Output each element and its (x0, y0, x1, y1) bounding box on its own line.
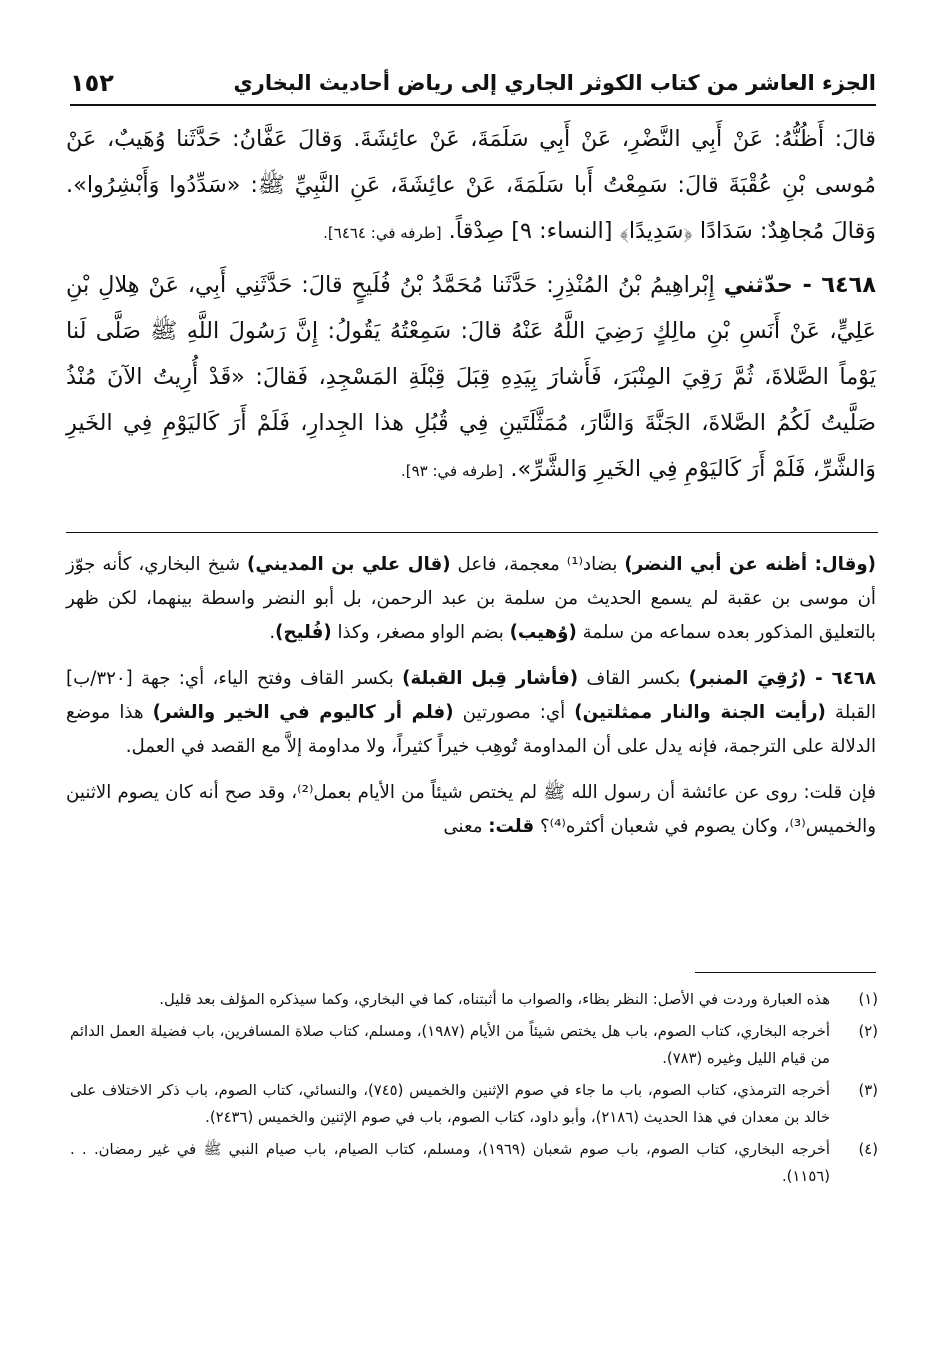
commentary-quoted-phrase: (فأشار قِبل القبلة) (402, 668, 579, 689)
hadith-text (66, 116, 876, 500)
commentary-text: معجمة، فاعل (450, 554, 567, 575)
commentary-text: . (269, 622, 276, 643)
commentary-quoted-phrase: قلت: (488, 816, 535, 837)
hadith-paragraph (66, 262, 876, 494)
commentary-text: ، وكان يصوم في شعبان أكثره (565, 816, 790, 837)
commentary-text: بكسر القاف وفتح الياء، أي: جهة [٣٢٠/ب] القبلة (66, 668, 876, 723)
commentary-text: بكسر القاف (578, 668, 689, 689)
commentary-paragraph (66, 548, 876, 650)
footnote-divider (695, 972, 876, 973)
footnote-text: أخرجه البخاري، كتاب الصوم، باب صوم شعبان (١٩٦٩)، ومسلم، كتاب الصيام، باب صيام النبي ﷺ في غير رمضان. . . (١١٥٦). (70, 1141, 830, 1185)
hadith-paragraph (66, 116, 876, 256)
footnotes (70, 986, 878, 1195)
commentary-text: بضاد (582, 554, 625, 575)
commentary-text: معنى (443, 816, 489, 837)
footnote-number: (٤) (858, 1141, 878, 1158)
cross-reference: [طرفه في: ٦٤٦٤]. (323, 224, 442, 242)
footnote (70, 1018, 878, 1072)
footnote (70, 1077, 878, 1131)
cross-reference: [طرفه في: ٩٣]. (400, 462, 504, 480)
commentary (66, 548, 876, 856)
commentary-text: هذا موضع الدلالة على الترجمة، فإنه يدل على أن المداومة تُوهِب خيراً كثيراً، ولا مداومة إلاَّ مع القصد في العمل. (66, 702, 876, 757)
commentary-quoted-phrase: (قال علي بن المديني) (247, 554, 451, 575)
commentary-paragraph (66, 776, 876, 844)
footnote (70, 1136, 878, 1190)
commentary-text: فإن قلت: روى عن عائشة أن رسول الله ﷺ لم يختص شيئاً من الأيام بعمل (313, 782, 876, 803)
footnote-number: (٢) (858, 1023, 878, 1040)
commentary-text: ⁽¹⁾ (566, 554, 583, 575)
commentary-text: بضم الواو مصغر، وكذا (331, 622, 510, 643)
footnote-number: (٣) (858, 1082, 878, 1099)
commentary-paragraph (66, 662, 876, 764)
hadith-text-body: إِبْراهِيمُ بْنُ المُنْذِرِ: حَدَّثَنا مُحَمَّدُ بْنُ فُلَيحٍ قالَ: حَدَّثَنِي أَبِي، عَنْ هِلالِ بْنِ عَلِيٍّ، عَنْ أَنَسِ بْنِ مالِكٍ رَضِيَ اللَّهُ عَنْهُ قالَ: سَمِعْتُهُ يَقُولُ: إِنَّ رَسُولَ اللَّهِ ﷺ صَلَّى لَنا يَوْماً الصَّلاةَ، ثُمَّ رَقِيَ المِنْبَرَ، فَأَشارَ بِيَدِهِ قِبَلَ قِبْلَةِ المَسْجِدِ، فَقالَ: «قَدْ أُرِيتُ الآنَ مُنْذُ صَلَّيتُ لَكُمُ الصَّلاةَ، الجَنَّةَ وَالنَّارَ، مُمَثَّلَتَينِ فِي قُبُلِ هذا الجِدارِ، فَلَمْ أَرَ كَاليَوْمِ فِي الخَيرِ وَالشَّرِّ، فَلَمْ أَرَ كَاليَوْمِ فِي الخَيرِ وَالشَّرِّ». (66, 272, 876, 482)
commentary-text: شيخ البخاري، كأنه جوّز أن موسى بن عقبة لم يسمع الحديث من سلمة بن عبد الرحمن، بل أبو النضر واسطة بينهما، لكن ظهر بالتعليق المذكور بعده سماعه من سلمة (66, 554, 876, 643)
commentary-quoted-phrase: (رأيت الجنة والنار ممثلتين) (574, 702, 826, 723)
footnote (70, 986, 878, 1013)
hadith-text-body: قالَ: أَظُنُّهُ: عَنْ أَبِي النَّضْرِ، عَنْ أَبِي سَلَمَةَ، عَنْ عائِشَةَ. وَقالَ عَفَّانُ: حَدَّثَنا وُهَيبٌ، عَنْ مُوسى بْنِ عُقْبَةَ قالَ: سَمِعْتُ أَبا سَلَمَةَ، عَنْ عائِشَةَ، عَنِ النَّبِيِّ ﷺ: «سَدِّدُوا وَأَبْشِرُوا». وَقالَ مُجاهِدٌ: سَدَادًا ﴿سَدِيدًا﴾ [النساء: ٩] صِدْقاً. (66, 126, 876, 244)
commentary-text: ⁽⁴⁾ (549, 816, 566, 837)
section-divider (66, 532, 878, 533)
footnote-text: هذه العبارة وردت في الأصل: النظر بظاء، والصواب ما أثبتناه، كما في البخاري، وكما سيذكره المؤلف بعد قليل. (159, 991, 830, 1008)
footnote-number: (١) (858, 991, 878, 1008)
commentary-text: أي: مصورتين (453, 702, 575, 723)
commentary-quoted-phrase: (وُهيب) (509, 622, 577, 643)
commentary-text: ⁽³⁾ (789, 816, 806, 837)
commentary-text: ⁽²⁾ (297, 782, 314, 803)
commentary-quoted-phrase: (فُليح) (275, 622, 332, 643)
commentary-text: ، وقد صح أنه كان يصوم الاثنين والخميس (66, 782, 876, 837)
running-header (70, 62, 876, 106)
commentary-quoted-phrase: (رُقِيَ المنبر) (688, 668, 807, 689)
footnote-text: أخرجه البخاري، كتاب الصوم، باب هل يختص شيئاً من الأيام (١٩٨٧)، ومسلم، كتاب صلاة المسافرين، باب فضيلة العمل الدائم من قيام الليل وغيره (٧٨٣). (70, 1023, 830, 1067)
commentary-quoted-phrase: ٦٤٦٨ - (806, 668, 877, 689)
commentary-text: ؟ (534, 816, 550, 837)
running-title: الجزء العاشر من كتاب الكوثر الجاري إلى رياض أحاديث البخاري (233, 71, 876, 95)
commentary-quoted-phrase: (وقال: أظنه عن أبي النضر) (624, 554, 876, 575)
commentary-quoted-phrase: (فلم أر كاليوم في الخير والشر) (152, 702, 454, 723)
hadith-number: ٦٤٦٨ - حدّثني (723, 272, 876, 298)
footnote-text: أخرجه الترمذي، كتاب الصوم، باب ما جاء في صوم الإثنين والخميس (٧٤٥)، والنسائي، كتاب الصوم، باب ذكر الاختلاف على خالد بن معدان في هذا الحديث (٢١٨٦)، وأبو داود، كتاب الصوم، باب في صوم الإثنين والخميس (٢٤٣٦). (70, 1082, 830, 1126)
page-number: ١٥٢ (70, 69, 114, 97)
